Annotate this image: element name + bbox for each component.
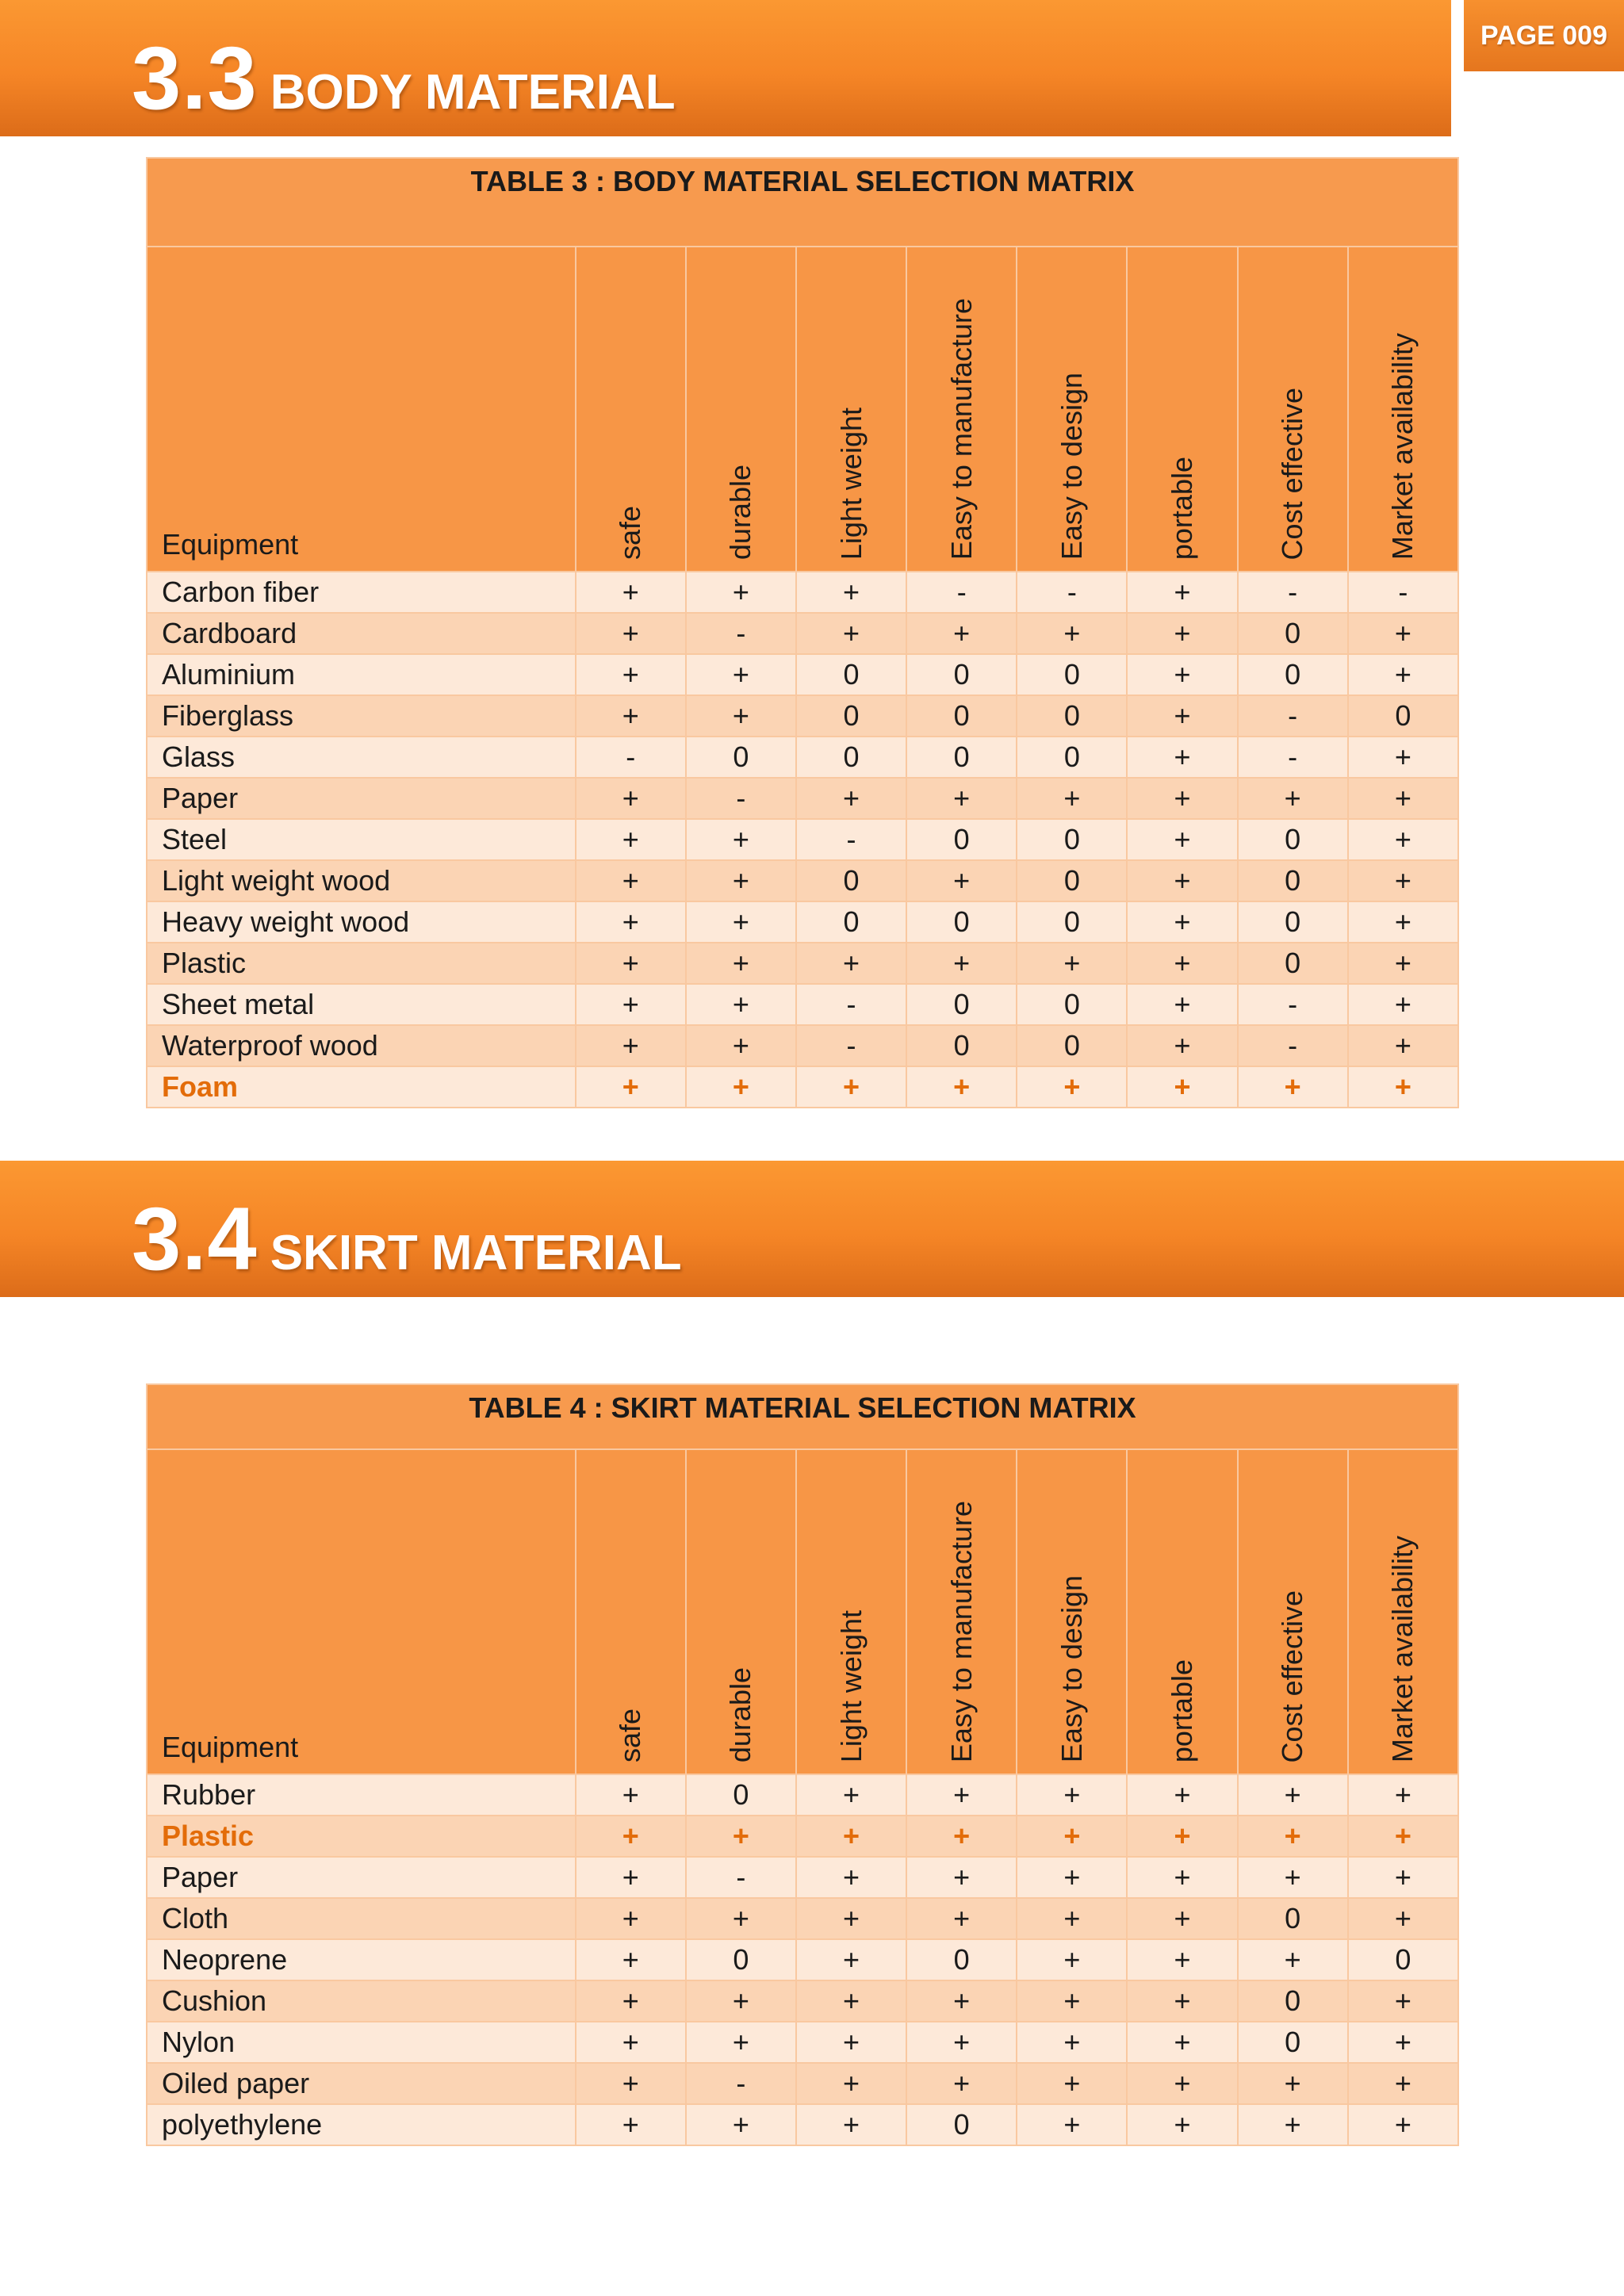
criterion-label: durable: [724, 1667, 757, 1762]
rating-cell: +: [576, 1816, 686, 1857]
criterion-header: [1348, 1449, 1458, 1774]
rating-cell: +: [796, 2104, 906, 2145]
table-row: [147, 613, 1458, 654]
material-name: Rubber: [147, 1774, 576, 1816]
rating-cell: 0: [1238, 2022, 1348, 2063]
table-row: [147, 2022, 1458, 2063]
criterion-label: Cost effective: [1276, 387, 1309, 560]
rating-cell: 0: [1238, 1898, 1348, 1939]
rating-cell: -: [686, 778, 796, 819]
table-body: [147, 1774, 1458, 2145]
rating-cell: +: [1348, 943, 1458, 984]
rating-cell: -: [686, 2063, 796, 2104]
rating-cell: +: [796, 1816, 906, 1857]
criterion-header: [796, 1449, 906, 1774]
rating-cell: +: [796, 1066, 906, 1108]
rating-cell: 0: [906, 901, 1017, 943]
table-row: [147, 819, 1458, 860]
rating-cell: +: [686, 819, 796, 860]
criterion-header: [796, 247, 906, 572]
rating-cell: +: [1348, 1980, 1458, 2022]
criterion-header: [1127, 1449, 1237, 1774]
rating-cell: -: [796, 819, 906, 860]
rating-cell: +: [1127, 613, 1237, 654]
rating-cell: +: [1017, 1066, 1127, 1108]
rating-cell: +: [906, 1816, 1017, 1857]
criterion-label: Easy to manufacture: [944, 1500, 978, 1762]
rating-cell: +: [1348, 2104, 1458, 2145]
section-heading-skirt: [132, 1188, 682, 1290]
rating-cell: 0: [1017, 1025, 1127, 1066]
table-row: [147, 2063, 1458, 2104]
rating-cell: +: [576, 984, 686, 1025]
rating-cell: +: [906, 778, 1017, 819]
rating-cell: +: [1127, 737, 1237, 778]
criterion-header: [906, 247, 1017, 572]
rating-cell: 0: [906, 737, 1017, 778]
rating-cell: +: [1017, 943, 1127, 984]
criterion-label: Light weight: [834, 407, 868, 560]
rating-cell: +: [1127, 654, 1237, 695]
rating-cell: 0: [1017, 654, 1127, 695]
table-row: [147, 1025, 1458, 1066]
rating-cell: +: [576, 572, 686, 613]
rating-cell: +: [686, 984, 796, 1025]
rating-cell: 0: [1238, 654, 1348, 695]
rating-cell: -: [1238, 1025, 1348, 1066]
rating-cell: 0: [1238, 819, 1348, 860]
rating-cell: 0: [796, 695, 906, 737]
rating-cell: 0: [796, 901, 906, 943]
rating-cell: +: [686, 1898, 796, 1939]
rating-cell: +: [796, 613, 906, 654]
criterion-label: Market availability: [1386, 1535, 1419, 1762]
material-name: Cushion: [147, 1980, 576, 2022]
rating-cell: +: [686, 1816, 796, 1857]
rating-cell: 0: [1238, 613, 1348, 654]
rating-cell: +: [796, 778, 906, 819]
criterion-label: Easy to manufacture: [944, 297, 978, 560]
criterion-label: Cost effective: [1276, 1590, 1309, 1762]
criteria-header-row: [147, 1449, 1458, 1774]
criterion-header: [1017, 247, 1127, 572]
section-number: 3.4: [132, 1189, 258, 1288]
rating-cell: +: [906, 1980, 1017, 2022]
table-row: [147, 2104, 1458, 2145]
rating-cell: 0: [1017, 819, 1127, 860]
rating-cell: +: [1348, 984, 1458, 1025]
rating-cell: +: [576, 1774, 686, 1816]
rating-cell: +: [1127, 1898, 1237, 1939]
rating-cell: +: [1348, 654, 1458, 695]
section-number: 3.3: [132, 29, 258, 128]
criterion-label: portable: [1166, 456, 1198, 560]
rating-cell: +: [1238, 1816, 1348, 1857]
rating-cell: +: [1017, 613, 1127, 654]
material-name: Neoprene: [147, 1939, 576, 1980]
rating-cell: +: [1127, 1025, 1237, 1066]
rating-cell: +: [796, 1980, 906, 2022]
rating-cell: +: [576, 1025, 686, 1066]
material-name: Light weight wood: [147, 860, 576, 901]
rating-cell: 0: [906, 819, 1017, 860]
rating-cell: +: [1017, 1857, 1127, 1898]
criterion-header: [1238, 1449, 1348, 1774]
rating-cell: +: [576, 613, 686, 654]
rating-cell: +: [796, 2022, 906, 2063]
rating-cell: +: [576, 901, 686, 943]
section-title: SKIRT MATERIAL: [270, 1226, 682, 1280]
rating-cell: +: [576, 1980, 686, 2022]
rating-cell: +: [1348, 819, 1458, 860]
rating-cell: +: [1238, 2063, 1348, 2104]
rating-cell: -: [1017, 572, 1127, 613]
rating-cell: +: [686, 572, 796, 613]
rating-cell: 0: [906, 984, 1017, 1025]
rating-cell: +: [1017, 1939, 1127, 1980]
rating-cell: 0: [1017, 984, 1127, 1025]
material-name: Carbon fiber: [147, 572, 576, 613]
criterion-header: [1127, 247, 1237, 572]
table-row: [147, 1939, 1458, 1980]
rating-cell: -: [1238, 572, 1348, 613]
rating-cell: +: [1348, 1066, 1458, 1108]
rating-cell: +: [576, 1898, 686, 1939]
rating-cell: +: [906, 2022, 1017, 2063]
rating-cell: +: [906, 2063, 1017, 2104]
criterion-label: safe: [614, 505, 647, 560]
table-row: [147, 695, 1458, 737]
rating-cell: +: [576, 2104, 686, 2145]
rating-cell: -: [1238, 984, 1348, 1025]
rating-cell: 0: [906, 654, 1017, 695]
rating-cell: 0: [1238, 943, 1348, 984]
criterion-header: [686, 1449, 796, 1774]
rating-cell: 0: [1348, 695, 1458, 737]
table-row: [147, 654, 1458, 695]
rating-cell: 0: [1017, 695, 1127, 737]
rating-cell: +: [576, 2022, 686, 2063]
criterion-header: [1017, 1449, 1127, 1774]
material-name: Heavy weight wood: [147, 901, 576, 943]
rating-cell: +: [576, 860, 686, 901]
rating-cell: +: [906, 860, 1017, 901]
rating-cell: 0: [796, 654, 906, 695]
rating-cell: +: [1127, 695, 1237, 737]
rating-cell: +: [1348, 613, 1458, 654]
rating-cell: +: [796, 1898, 906, 1939]
material-name: Cardboard: [147, 613, 576, 654]
table-row: [147, 943, 1458, 984]
rating-cell: +: [1127, 1816, 1237, 1857]
rating-cell: +: [906, 1857, 1017, 1898]
criterion-header: [1348, 247, 1458, 572]
rating-cell: +: [576, 695, 686, 737]
criterion-header: [576, 1449, 686, 1774]
rating-cell: +: [1348, 1816, 1458, 1857]
rating-cell: 0: [686, 1774, 796, 1816]
rating-cell: +: [1238, 778, 1348, 819]
rating-cell: +: [686, 901, 796, 943]
equipment-header: Equipment: [147, 247, 576, 572]
criterion-header: [906, 1449, 1017, 1774]
rating-cell: +: [686, 1980, 796, 2022]
material-name: Paper: [147, 778, 576, 819]
rating-cell: +: [796, 1857, 906, 1898]
material-name: Plastic: [147, 943, 576, 984]
rating-cell: +: [1017, 2104, 1127, 2145]
criterion-label: portable: [1166, 1659, 1198, 1762]
rating-cell: +: [1238, 1939, 1348, 1980]
rating-cell: 0: [796, 860, 906, 901]
rating-cell: +: [796, 572, 906, 613]
rating-cell: +: [686, 943, 796, 984]
rating-cell: +: [1348, 1025, 1458, 1066]
rating-cell: 0: [906, 1939, 1017, 1980]
rating-cell: +: [686, 2104, 796, 2145]
rating-cell: +: [1127, 901, 1237, 943]
rating-cell: +: [796, 2063, 906, 2104]
rating-cell: +: [1017, 1980, 1127, 2022]
table-row: [147, 1774, 1458, 1816]
rating-cell: +: [576, 1857, 686, 1898]
table-row: [147, 778, 1458, 819]
rating-cell: +: [796, 1939, 906, 1980]
material-name: Steel: [147, 819, 576, 860]
table-row: [147, 1857, 1458, 1898]
rating-cell: 0: [796, 737, 906, 778]
rating-cell: 0: [1017, 860, 1127, 901]
rating-cell: +: [1238, 2104, 1348, 2145]
rating-cell: +: [906, 1774, 1017, 1816]
rating-cell: +: [576, 654, 686, 695]
table-row: [147, 901, 1458, 943]
rating-cell: +: [1238, 1857, 1348, 1898]
rating-cell: 0: [1017, 901, 1127, 943]
rating-cell: +: [1348, 2063, 1458, 2104]
rating-cell: -: [686, 1857, 796, 1898]
table-row: [147, 1980, 1458, 2022]
rating-cell: +: [1127, 860, 1237, 901]
material-name: Glass: [147, 737, 576, 778]
rating-cell: 0: [1238, 860, 1348, 901]
criterion-label: Easy to design: [1055, 1575, 1088, 1762]
rating-cell: +: [576, 943, 686, 984]
table-row: [147, 1816, 1458, 1857]
rating-cell: +: [686, 1025, 796, 1066]
rating-cell: -: [906, 572, 1017, 613]
rating-cell: -: [576, 737, 686, 778]
material-name: Sheet metal: [147, 984, 576, 1025]
skirt-material-table: [146, 1383, 1459, 2146]
rating-cell: +: [1127, 819, 1237, 860]
rating-cell: +: [1348, 2022, 1458, 2063]
table-row: [147, 572, 1458, 613]
rating-cell: +: [906, 943, 1017, 984]
rating-cell: -: [796, 1025, 906, 1066]
table-row: [147, 737, 1458, 778]
rating-cell: +: [576, 2063, 686, 2104]
rating-cell: +: [1017, 2022, 1127, 2063]
rating-cell: +: [796, 943, 906, 984]
rating-cell: +: [686, 2022, 796, 2063]
rating-cell: +: [1127, 1066, 1237, 1108]
rating-cell: +: [576, 778, 686, 819]
rating-cell: +: [1348, 901, 1458, 943]
rating-cell: 0: [686, 737, 796, 778]
rating-cell: +: [1127, 1857, 1237, 1898]
rating-cell: +: [1127, 2022, 1237, 2063]
criteria-header-row: [147, 247, 1458, 572]
rating-cell: +: [906, 1066, 1017, 1108]
rating-cell: +: [686, 695, 796, 737]
material-name: Oiled paper: [147, 2063, 576, 2104]
rating-cell: +: [1238, 1066, 1348, 1108]
rating-cell: +: [1127, 1980, 1237, 2022]
criterion-label: Light weight: [834, 1609, 868, 1762]
section-title: BODY MATERIAL: [270, 65, 676, 120]
rating-cell: +: [1127, 1774, 1237, 1816]
rating-cell: +: [576, 819, 686, 860]
rating-cell: +: [1017, 778, 1127, 819]
rating-cell: +: [686, 654, 796, 695]
material-name: Plastic: [147, 1816, 576, 1857]
page-number-tab: PAGE 009: [1464, 0, 1624, 71]
rating-cell: +: [686, 1066, 796, 1108]
material-name: Fiberglass: [147, 695, 576, 737]
rating-cell: +: [1017, 1898, 1127, 1939]
rating-cell: +: [796, 1774, 906, 1816]
table-row: [147, 1898, 1458, 1939]
rating-cell: 0: [686, 1939, 796, 1980]
material-name: Paper: [147, 1857, 576, 1898]
rating-cell: -: [796, 984, 906, 1025]
rating-cell: +: [1127, 2104, 1237, 2145]
material-name: Foam: [147, 1066, 576, 1108]
material-name: Aluminium: [147, 654, 576, 695]
rating-cell: 0: [1348, 1939, 1458, 1980]
rating-cell: -: [1238, 695, 1348, 737]
body-material-table: [146, 157, 1459, 1108]
rating-cell: 0: [1238, 901, 1348, 943]
rating-cell: +: [1348, 860, 1458, 901]
rating-cell: 0: [1238, 1980, 1348, 2022]
rating-cell: +: [1127, 572, 1237, 613]
rating-cell: +: [1017, 2063, 1127, 2104]
rating-cell: +: [1127, 943, 1237, 984]
rating-cell: +: [1348, 1898, 1458, 1939]
rating-cell: -: [1348, 572, 1458, 613]
criterion-label: safe: [614, 1708, 647, 1762]
rating-cell: 0: [906, 1025, 1017, 1066]
table-row: [147, 860, 1458, 901]
criterion-label: durable: [724, 464, 757, 560]
rating-cell: +: [576, 1939, 686, 1980]
rating-cell: +: [1348, 737, 1458, 778]
rating-cell: +: [576, 1066, 686, 1108]
material-name: polyethylene: [147, 2104, 576, 2145]
rating-cell: 0: [906, 2104, 1017, 2145]
equipment-header: Equipment: [147, 1449, 576, 1774]
rating-cell: +: [1127, 2063, 1237, 2104]
material-name: Cloth: [147, 1898, 576, 1939]
criterion-header: [686, 247, 796, 572]
material-name: Nylon: [147, 2022, 576, 2063]
criterion-header: [1238, 247, 1348, 572]
rating-cell: 0: [1017, 737, 1127, 778]
rating-cell: +: [906, 1898, 1017, 1939]
rating-cell: +: [1127, 1939, 1237, 1980]
rating-cell: +: [1348, 778, 1458, 819]
rating-cell: +: [686, 860, 796, 901]
material-name: Waterproof wood: [147, 1025, 576, 1066]
table-body: [147, 572, 1458, 1108]
criterion-label: Market availability: [1386, 332, 1419, 560]
rating-cell: +: [1127, 984, 1237, 1025]
table-caption: TABLE 3 : BODY MATERIAL SELECTION MATRIX: [147, 158, 1458, 247]
criterion-label: Easy to design: [1055, 372, 1088, 560]
rating-cell: +: [1238, 1774, 1348, 1816]
criterion-header: [576, 247, 686, 572]
rating-cell: +: [1017, 1816, 1127, 1857]
rating-cell: +: [906, 613, 1017, 654]
table-row: [147, 984, 1458, 1025]
rating-cell: +: [1348, 1857, 1458, 1898]
table-row: [147, 1066, 1458, 1108]
section-heading-body: [132, 27, 676, 129]
rating-cell: -: [1238, 737, 1348, 778]
table-caption: TABLE 4 : SKIRT MATERIAL SELECTION MATRIX: [147, 1384, 1458, 1449]
rating-cell: 0: [906, 695, 1017, 737]
rating-cell: +: [1017, 1774, 1127, 1816]
rating-cell: -: [686, 613, 796, 654]
rating-cell: +: [1127, 778, 1237, 819]
rating-cell: +: [1348, 1774, 1458, 1816]
